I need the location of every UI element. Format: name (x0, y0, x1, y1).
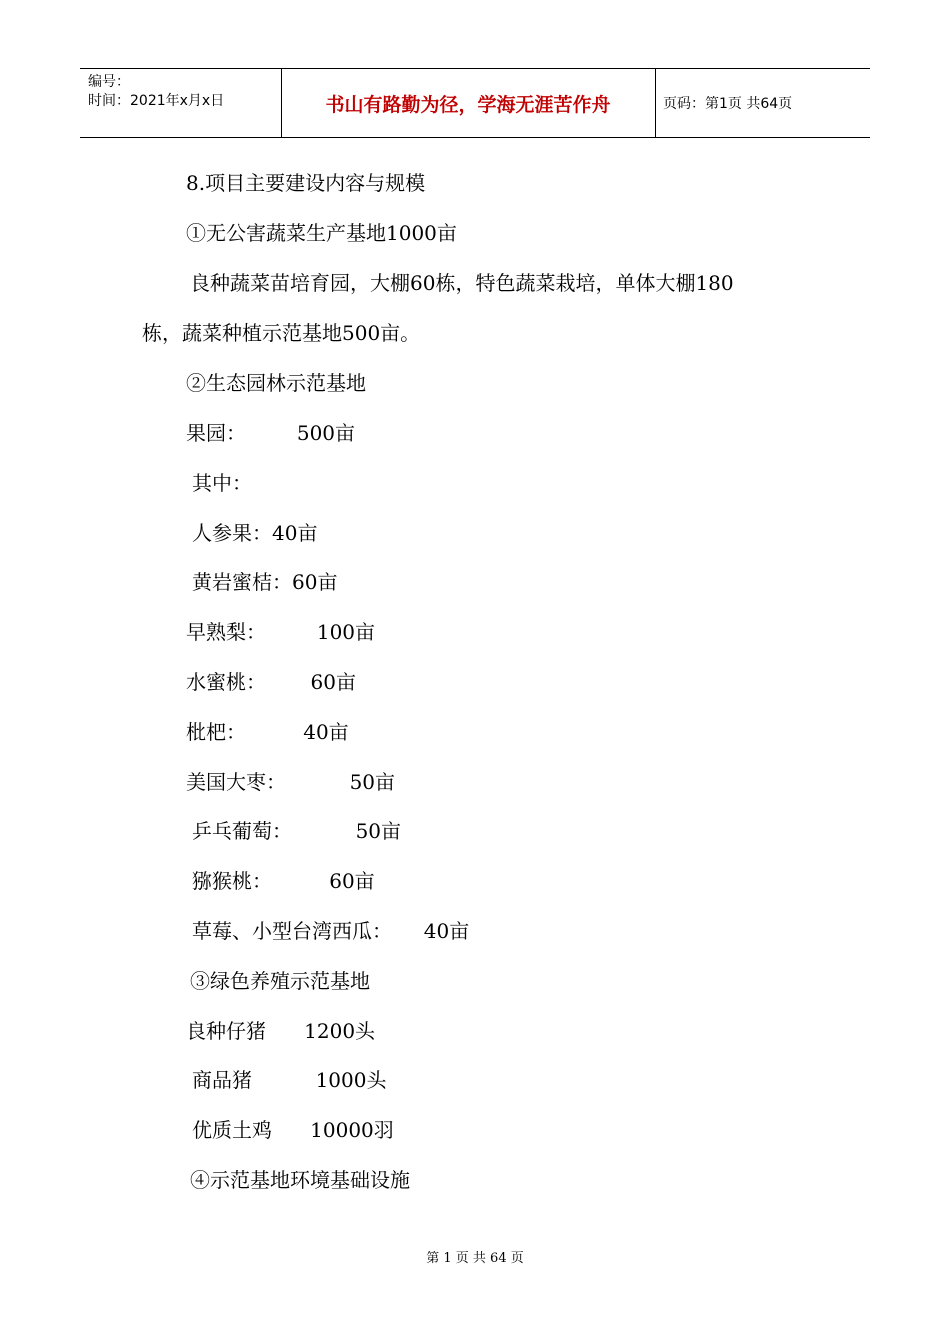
list-item: 良种仔猪 1200头 (186, 1019, 376, 1043)
date-label: 时间：2021年x月x日 (88, 93, 225, 109)
page-header (80, 68, 870, 138)
list-item: 草莓、小型台湾西瓜： 40亩 (192, 919, 470, 943)
header-meta (88, 73, 224, 111)
page-footer: 第 1 页 共 64 页 (426, 1251, 524, 1266)
list-item: 人参果：40亩 (192, 521, 318, 545)
list-item: 早熟梨： 100亩 (186, 620, 376, 644)
header-page-info: 页码：第1页 共64页 (663, 96, 793, 112)
list-item: 水蜜桃： 60亩 (186, 670, 356, 694)
section-heading: 8.项目主要建设内容与规模 (186, 171, 426, 195)
number-label: 编号： (88, 74, 130, 90)
list-item: 商品猪 1000头 (192, 1068, 387, 1092)
list-item: 猕猴桃： 60亩 (192, 869, 375, 893)
list-item: 美国大枣： 50亩 (186, 770, 396, 794)
paragraph-line: 良种蔬菜苗培育园，大棚60栋，特色蔬菜栽培，单体大棚180 (190, 271, 734, 295)
list-item: 优质土鸡 10000羽 (192, 1118, 394, 1142)
list-item: 果园： 500亩 (186, 421, 356, 445)
subsection-heading: ③绿色养殖示范基地 (190, 969, 370, 993)
header-motto: 书山有路勤为径，学海无涯苦作舟 (325, 93, 611, 116)
list-item: 乒乓葡萄： 50亩 (192, 819, 402, 843)
subsection-heading: ②生态园林示范基地 (186, 371, 366, 395)
subsection-heading: ①无公害蔬菜生产基地1000亩 (186, 221, 457, 245)
header-divider-2 (655, 69, 656, 137)
list-item: 其中： (192, 471, 252, 495)
subsection-heading: ④示范基地环境基础设施 (190, 1168, 410, 1192)
paragraph-line: 栋，蔬菜种植示范基地500亩。 (142, 321, 421, 345)
list-item: 黄岩蜜桔：60亩 (192, 570, 338, 594)
list-item: 枇杷： 40亩 (186, 720, 349, 744)
